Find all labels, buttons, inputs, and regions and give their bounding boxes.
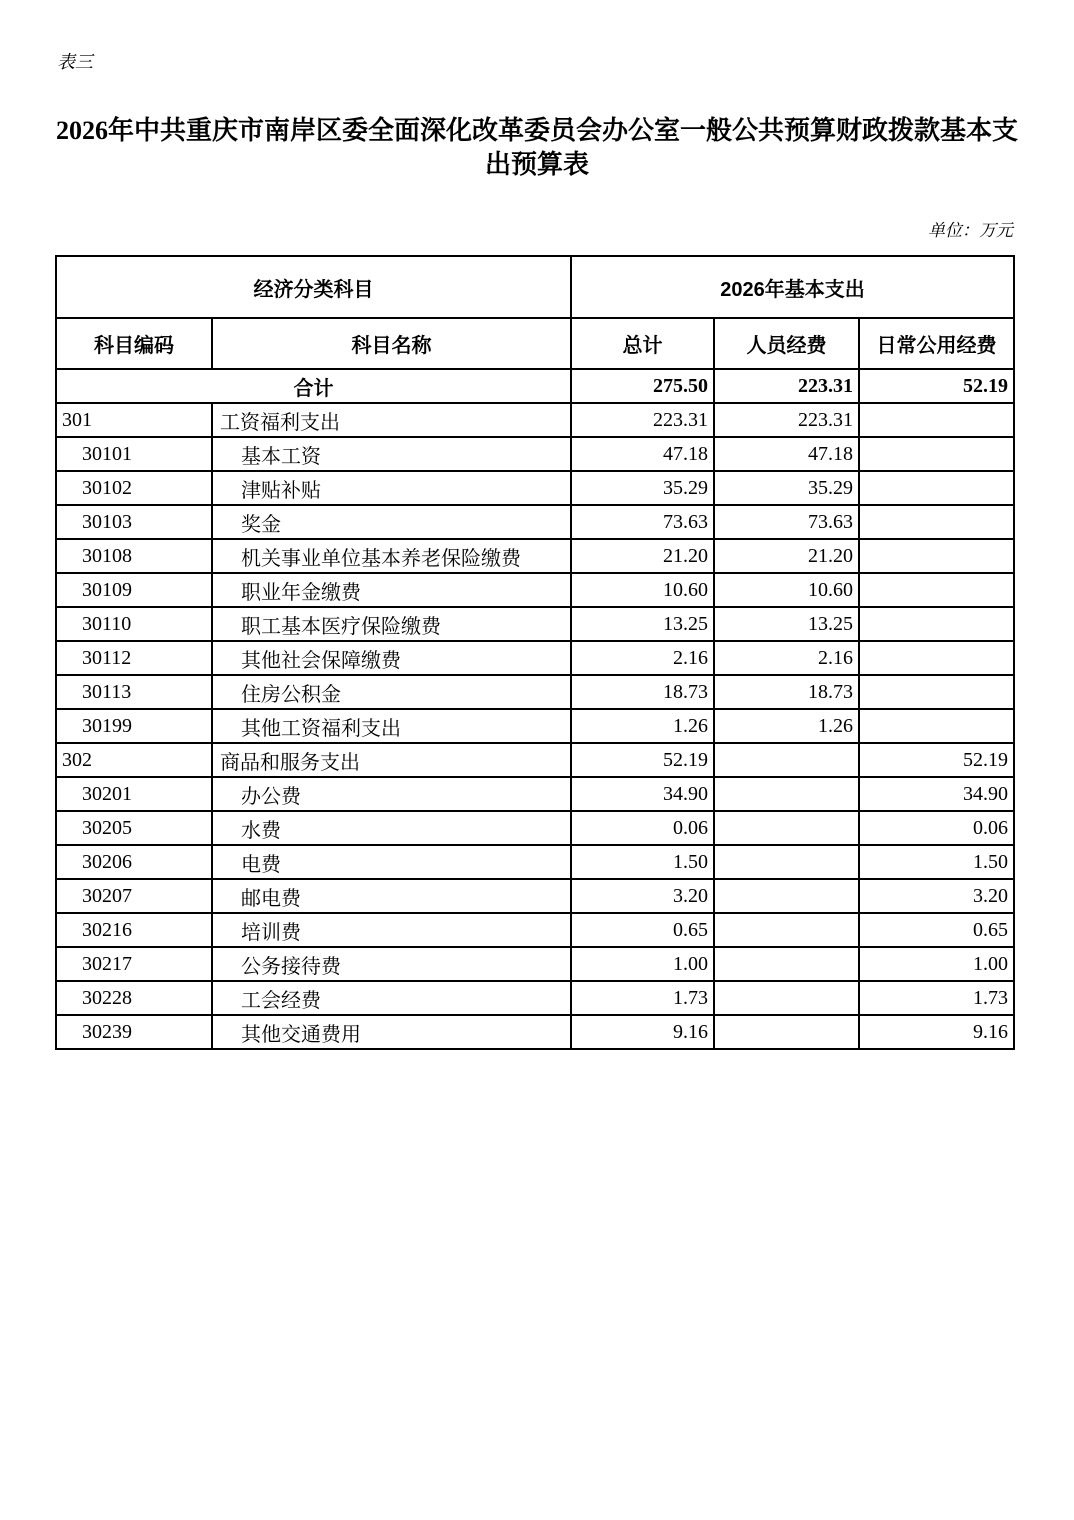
row-daily-cell: 52.19 [859, 743, 1014, 777]
row-daily-cell: 9.16 [859, 1015, 1014, 1049]
row-personnel-cell: 13.25 [714, 607, 859, 641]
row-subject-code-cell: 301 [56, 403, 212, 437]
header-daily-public-funds: 日常公用经费 [859, 318, 1014, 369]
row-subject-name-cell: 其他社会保障缴费 [212, 641, 571, 675]
table-row [56, 403, 1014, 437]
row-subject-name-cell: 工会经费 [212, 981, 571, 1015]
row-subject-name-cell: 机关事业单位基本养老保险缴费 [212, 539, 571, 573]
row-subject-name-cell: 住房公积金 [212, 675, 571, 709]
row-subject-code-cell: 30239 [56, 1015, 212, 1049]
row-subject-code-cell: 30199 [56, 709, 212, 743]
table-row [56, 505, 1014, 539]
row-subject-code-cell: 30103 [56, 505, 212, 539]
row-subject-code-cell: 30101 [56, 437, 212, 471]
total-row-daily-cell: 52.19 [859, 369, 1014, 403]
row-subject-name-cell: 基本工资 [212, 437, 571, 471]
row-total-cell: 1.73 [571, 981, 714, 1015]
row-personnel-cell: 1.26 [714, 709, 859, 743]
unit-note: 单位：万元 [928, 221, 1013, 240]
row-personnel-cell [714, 777, 859, 811]
table-row [56, 539, 1014, 573]
row-personnel-cell [714, 845, 859, 879]
row-personnel-cell [714, 913, 859, 947]
row-subject-code-cell: 30207 [56, 879, 212, 913]
row-personnel-cell: 223.31 [714, 403, 859, 437]
row-total-cell: 47.18 [571, 437, 714, 471]
total-row-personnel-cell: 223.31 [714, 369, 859, 403]
row-personnel-cell: 73.63 [714, 505, 859, 539]
row-daily-cell [859, 709, 1014, 743]
row-personnel-cell: 2.16 [714, 641, 859, 675]
header-personnel-funds: 人员经费 [714, 318, 859, 369]
header-subject-name: 科目名称 [212, 318, 571, 369]
row-personnel-cell [714, 947, 859, 981]
row-subject-code-cell: 30110 [56, 607, 212, 641]
header-subject-code: 科目编码 [56, 318, 212, 369]
row-subject-code-cell: 30201 [56, 777, 212, 811]
row-personnel-cell [714, 811, 859, 845]
row-total-cell: 3.20 [571, 879, 714, 913]
table-row [56, 777, 1014, 811]
table-row [56, 879, 1014, 913]
header-economic-classification: 经济分类科目 [56, 256, 571, 318]
total-row-label: 合计 [56, 369, 571, 403]
row-personnel-cell: 10.60 [714, 573, 859, 607]
row-total-cell: 1.00 [571, 947, 714, 981]
row-daily-cell: 1.73 [859, 981, 1014, 1015]
table-row [56, 641, 1014, 675]
table-row [56, 573, 1014, 607]
row-total-cell: 52.19 [571, 743, 714, 777]
table-row [56, 947, 1014, 981]
table-header [56, 256, 1014, 369]
row-daily-cell [859, 573, 1014, 607]
row-subject-code-cell: 30109 [56, 573, 212, 607]
table-row [56, 675, 1014, 709]
row-daily-cell [859, 403, 1014, 437]
budget-table [55, 255, 1015, 1050]
header-columns-row [56, 318, 1014, 369]
table-row [56, 811, 1014, 845]
row-subject-name-cell: 津贴补贴 [212, 471, 571, 505]
row-total-cell: 9.16 [571, 1015, 714, 1049]
row-subject-name-cell: 工资福利支出 [212, 403, 571, 437]
row-daily-cell [859, 471, 1014, 505]
row-subject-code-cell: 30102 [56, 471, 212, 505]
row-personnel-cell: 21.20 [714, 539, 859, 573]
row-daily-cell: 0.65 [859, 913, 1014, 947]
row-total-cell: 0.65 [571, 913, 714, 947]
row-personnel-cell: 47.18 [714, 437, 859, 471]
row-subject-code-cell: 30113 [56, 675, 212, 709]
row-daily-cell [859, 641, 1014, 675]
row-subject-name-cell: 邮电费 [212, 879, 571, 913]
table-row [56, 607, 1014, 641]
table-body [56, 369, 1014, 1049]
table-row [56, 913, 1014, 947]
row-total-cell: 10.60 [571, 573, 714, 607]
row-subject-code-cell: 30228 [56, 981, 212, 1015]
total-row [56, 369, 1014, 403]
table-number-label: 表三 [57, 52, 93, 72]
row-total-cell: 13.25 [571, 607, 714, 641]
row-daily-cell [859, 539, 1014, 573]
row-subject-name-cell: 奖金 [212, 505, 571, 539]
row-personnel-cell [714, 743, 859, 777]
row-total-cell: 18.73 [571, 675, 714, 709]
row-total-cell: 73.63 [571, 505, 714, 539]
row-total-cell: 223.31 [571, 403, 714, 437]
table-row [56, 1015, 1014, 1049]
row-total-cell: 0.06 [571, 811, 714, 845]
header-group-row [56, 256, 1014, 318]
row-total-cell: 34.90 [571, 777, 714, 811]
row-personnel-cell [714, 981, 859, 1015]
row-total-cell: 21.20 [571, 539, 714, 573]
row-subject-name-cell: 其他工资福利支出 [212, 709, 571, 743]
header-total: 总计 [571, 318, 714, 369]
row-personnel-cell [714, 1015, 859, 1049]
table-row [56, 981, 1014, 1015]
page-title: 2026年中共重庆市南岸区委全面深化改革委员会办公室一般公共预算财政拨款基本支出预算表 [55, 116, 1018, 179]
header-basic-expenditure-2026: 2026年基本支出 [571, 256, 1014, 318]
table-row [56, 471, 1014, 505]
row-subject-name-cell: 公务接待费 [212, 947, 571, 981]
row-subject-code-cell: 30108 [56, 539, 212, 573]
row-subject-name-cell: 职业年金缴费 [212, 573, 571, 607]
table-row [56, 845, 1014, 879]
row-subject-name-cell: 电费 [212, 845, 571, 879]
row-daily-cell: 1.00 [859, 947, 1014, 981]
row-subject-code-cell: 302 [56, 743, 212, 777]
row-daily-cell: 3.20 [859, 879, 1014, 913]
row-subject-code-cell: 30216 [56, 913, 212, 947]
row-subject-code-cell: 30217 [56, 947, 212, 981]
table-row [56, 437, 1014, 471]
table-row [56, 743, 1014, 777]
row-personnel-cell: 18.73 [714, 675, 859, 709]
row-daily-cell: 0.06 [859, 811, 1014, 845]
row-total-cell: 1.50 [571, 845, 714, 879]
row-total-cell: 1.26 [571, 709, 714, 743]
row-subject-name-cell: 其他交通费用 [212, 1015, 571, 1049]
row-subject-name-cell: 水费 [212, 811, 571, 845]
row-subject-name-cell: 职工基本医疗保险缴费 [212, 607, 571, 641]
row-daily-cell: 34.90 [859, 777, 1014, 811]
row-daily-cell [859, 675, 1014, 709]
row-subject-code-cell: 30205 [56, 811, 212, 845]
row-personnel-cell: 35.29 [714, 471, 859, 505]
row-daily-cell: 1.50 [859, 845, 1014, 879]
row-subject-name-cell: 办公费 [212, 777, 571, 811]
row-total-cell: 2.16 [571, 641, 714, 675]
table-row [56, 709, 1014, 743]
row-daily-cell [859, 505, 1014, 539]
row-total-cell: 35.29 [571, 471, 714, 505]
total-row-total-cell: 275.50 [571, 369, 714, 403]
row-subject-name-cell: 商品和服务支出 [212, 743, 571, 777]
row-personnel-cell [714, 879, 859, 913]
row-daily-cell [859, 437, 1014, 471]
row-subject-code-cell: 30206 [56, 845, 212, 879]
row-subject-name-cell: 培训费 [212, 913, 571, 947]
row-subject-code-cell: 30112 [56, 641, 212, 675]
row-daily-cell [859, 607, 1014, 641]
